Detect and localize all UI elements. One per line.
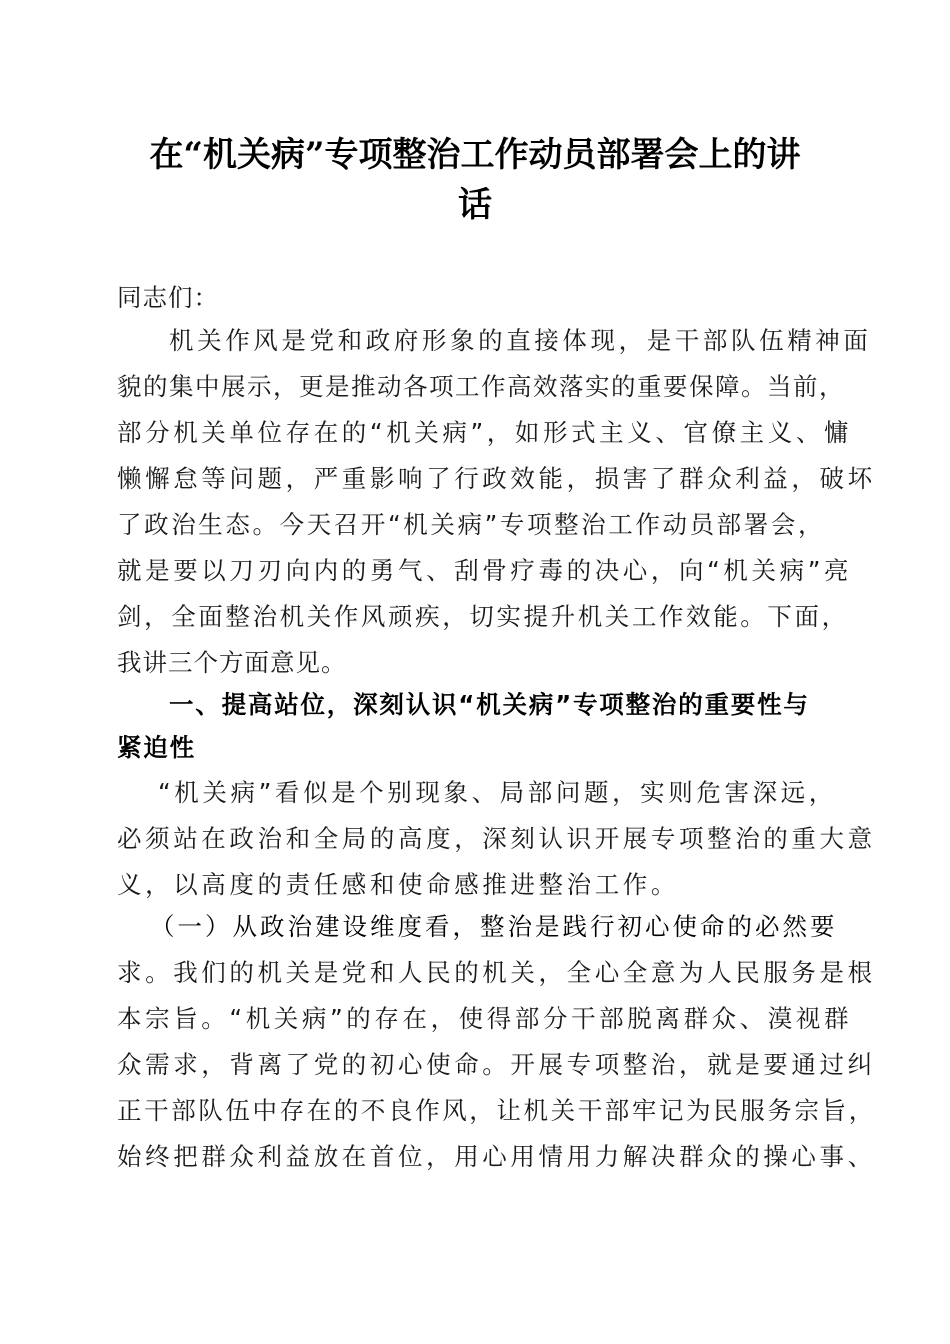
paragraph-2-line-2: 必须站在政治和全局的高度，深刻认识开展专项整治的重大意 <box>117 824 876 853</box>
document-title-line-1: 在“机关病”专项整治工作动员部署会上的讲 <box>149 135 801 175</box>
paragraph-1-line-8: 我讲三个方面意见。 <box>117 648 347 677</box>
subsection-1-line-4: 众需求，背离了党的初心使命。开展专项整治，就是要通过纠 <box>117 1050 876 1079</box>
subsection-1-line-2: 求。我们的机关是党和人民的机关，全心全意为人民服务是根 <box>117 958 876 987</box>
paragraph-2-line-1: “机关病”看似是个别现象、局部问题，实则危害深远， <box>158 778 837 807</box>
subsection-1-line-1: （一）从政治建设维度看，整治是践行初心使命的必然要 <box>150 912 838 941</box>
section-heading-1-line-2: 紧迫性 <box>117 733 196 762</box>
subsection-1-line-5: 正干部队伍中存在的不良作风，让机关干部牢记为民服务宗旨， <box>117 1096 876 1125</box>
paragraph-1-line-1: 机关作风是党和政府形象的直接体现，是干部队伍精神面 <box>169 326 872 355</box>
subsection-1-line-3: 本宗旨。“机关病”的存在，使得部分干部脱离群众、漠视群 <box>117 1004 853 1033</box>
paragraph-1-line-4: 懒懈怠等问题，严重影响了行政效能，损害了群众利益，破坏 <box>117 464 876 493</box>
subsection-1-line-6: 始终把群众利益放在首位，用心用情用力解决群众的操心事、 <box>117 1142 876 1171</box>
paragraph-1-line-3: 部分机关单位存在的“机关病”，如形式主义、官僚主义、慵 <box>117 418 853 447</box>
section-heading-1-line-1: 一、提高站位，深刻认识“机关病”专项整治的重要性与 <box>169 690 810 719</box>
document-title-line-2: 话 <box>458 185 492 225</box>
paragraph-2-line-3: 义，以高度的责任感和使命感推进整治工作。 <box>117 870 679 899</box>
salutation: 同志们： <box>117 283 219 312</box>
paragraph-1-line-7: 剑，全面整治机关作风顽疾，切实提升机关工作效能。下面， <box>117 602 849 631</box>
paragraph-1-line-6: 就是要以刀刃向内的勇气、刮骨疗毒的决心，向“机关病”亮 <box>117 556 853 585</box>
paragraph-1-line-2: 貌的集中展示，更是推动各项工作高效落实的重要保障。当前， <box>117 372 845 401</box>
paragraph-1-line-5: 了政治生态。今天召开“机关病”专项整治工作动员部署会， <box>117 510 826 539</box>
